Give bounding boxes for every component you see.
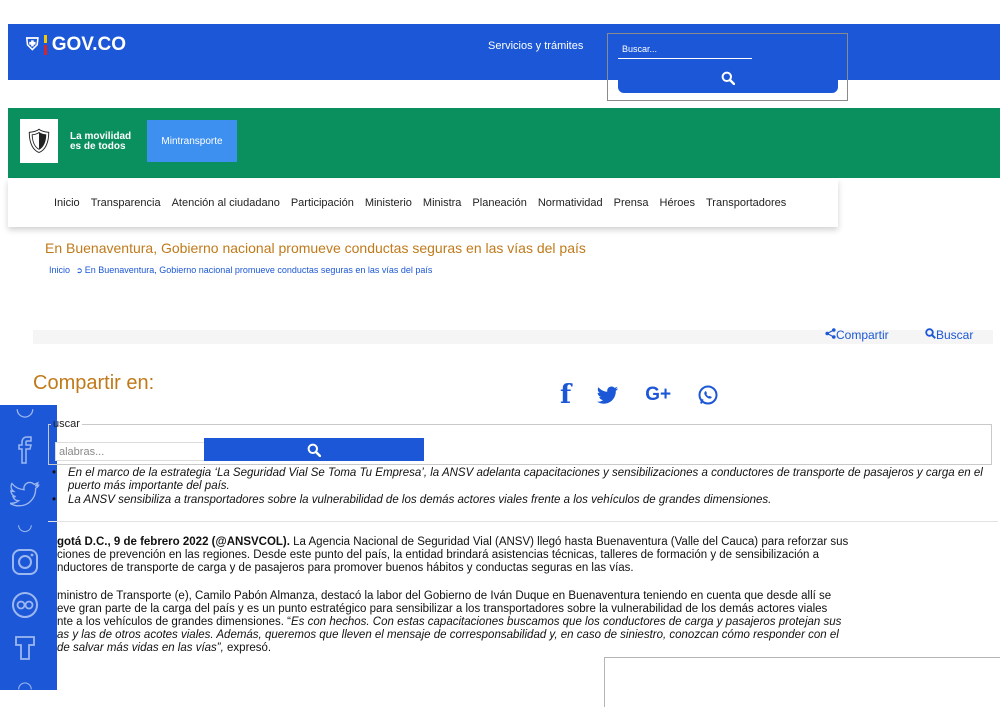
colombia-shield-icon: ⛨ (26, 35, 39, 54)
nav-item-ministra[interactable]: Ministra (422, 197, 462, 209)
quote-text: Es con hechos. Con estas capacitaciones buscamos que los conductores de carga y pasajeros protejan sus (290, 616, 842, 628)
paragraph-text: expresó. (223, 642, 272, 654)
slogan-line-2: es de todos (70, 141, 126, 152)
share-icon (825, 328, 836, 339)
services-link[interactable]: Servicios y trámites (488, 40, 584, 52)
search-form-input[interactable] (55, 442, 205, 461)
paragraph-text: nductores de transporte de carga y de pasajeros para promover buenos hábitos y conductas seguras en las vías. (57, 562, 634, 574)
google-plus-icon[interactable]: G+ (645, 384, 672, 405)
nav-item-participacion[interactable]: Participación (290, 197, 354, 209)
list-item (52, 467, 997, 493)
share-label: Compartir (836, 328, 889, 342)
mintransporte-logo[interactable]: Mintransporte (147, 120, 237, 162)
article-paragraph-2 (57, 590, 987, 655)
breadcrumb (49, 265, 432, 275)
search-form (48, 418, 992, 465)
summary-list (52, 467, 997, 508)
flickr-icon[interactable] (10, 590, 40, 620)
article-paragraph-1 (57, 536, 987, 575)
facebook-icon[interactable]: f (560, 380, 572, 410)
header-search-button[interactable] (618, 63, 838, 93)
youtube-icon[interactable] (10, 633, 40, 663)
gov-logo-text: GOV.CO (51, 34, 127, 55)
nav-item-heroes[interactable]: Héroes (659, 197, 695, 209)
brand-bar (8, 108, 1000, 178)
nav-item-atencion[interactable]: Atención al ciudadano (171, 197, 280, 209)
paragraph-text: ciones de prevención en las regiones. Desde este punto del país, la entidad brindará asistencias técnicas, talleres de formación y de sensibilización a (57, 549, 820, 561)
search-form-button[interactable] (204, 438, 424, 461)
nav-item-transparencia[interactable]: Transparencia (90, 197, 161, 209)
breadcrumb-current: En Buenaventura, Gobierno nacional promueve conductas seguras en las vías del país (84, 265, 433, 275)
list-item (52, 494, 997, 507)
paragraph-text: La Agencia Nacional de Seguridad Vial (ANSV) llegó hasta Buenaventura (Valle del Cauca) para reforzar sus (289, 536, 849, 548)
partial-icon: ◡ (15, 395, 35, 420)
paragraph-text: ministro de Transporte (e), Camilo Pabón Almanza, destacó la labor del Gobierno de Iván Duque en Buenaventura teniendo en cuenta que desde allí se (57, 590, 832, 602)
search-icon (925, 328, 936, 339)
embedded-widget (604, 657, 1000, 707)
list-item-text: En el marco de la estrategia ‘La Seguridad Vial Se Toma Tu Empresa’, la ANSV adelanta capacitaciones y sensibilizaciones a conductores de transporte de pasajeros y carga en el puerto más importante del país. (68, 467, 983, 492)
nav-item-prensa[interactable]: Prensa (613, 197, 649, 209)
facebook-icon[interactable] (10, 435, 40, 465)
main-nav (8, 179, 838, 227)
paragraph-text: nte a los vehículos de grandes dimensiones. “ (57, 616, 291, 628)
search-form-legend: uscar (53, 418, 80, 430)
nav-item-transportadores[interactable]: Transportadores (706, 197, 787, 209)
share-icons (560, 380, 745, 410)
flag-bar (44, 35, 47, 55)
share-button[interactable] (825, 328, 889, 342)
quote-text: as y las de otros acotes viales. Además, queremos que lleven el mensaje de corresponsabilidad y, en caso de siniestro, conozcan cómo responder con el (57, 629, 839, 641)
search-label: Buscar (936, 328, 974, 342)
page-title: En Buenaventura, Gobierno nacional promueve conductas seguras en las vías del país (45, 240, 586, 256)
list-item-text: La ANSV sensibiliza a transportadores sobre la vulnerabilidad de los demás actores viales frente a los vehículos de grandes dimensiones. (68, 494, 772, 506)
divider (48, 521, 998, 522)
movilidad-slogan (70, 132, 131, 152)
dateline: gotá D.C., 9 de febrero 2022 (@ANSVCOL). (57, 536, 290, 548)
whatsapp-icon[interactable] (697, 384, 719, 406)
breadcrumb-home[interactable]: Inicio (49, 265, 71, 275)
instagram-icon[interactable] (10, 547, 40, 577)
bullet-icon: • (52, 467, 57, 479)
partial-icon: ◠ (17, 677, 33, 698)
magnifier-icon (307, 443, 321, 457)
nav-item-planeacion[interactable]: Planeación (472, 197, 527, 209)
twitter-icon[interactable] (10, 479, 40, 509)
nav-item-inicio[interactable]: Inicio (54, 197, 80, 209)
coat-of-arms-icon[interactable]: 🛡 (20, 119, 58, 163)
header-search (607, 33, 848, 101)
slogan-line-1: La movilidad (70, 131, 132, 142)
twitter-icon[interactable] (597, 386, 619, 404)
nav-item-ministerio[interactable]: Ministerio (364, 197, 412, 209)
header-search-input[interactable] (618, 40, 752, 59)
share-title: Compartir en: (33, 372, 155, 394)
bullet-icon: • (52, 494, 57, 506)
magnifier-icon (721, 71, 735, 85)
gov-header (8, 24, 1000, 80)
quote-text: de salvar más vidas en las vías”, (57, 642, 224, 654)
nav-item-normatividad[interactable]: Normatividad (537, 197, 603, 209)
gov-logo[interactable] (26, 34, 126, 56)
paragraph-text: eve gran parte de la carga del país y es un punto estratégico para sensibilizar a los transportadores sobre la vulnerabilidad de los demás actores viales (57, 603, 828, 615)
search-button[interactable] (925, 328, 973, 342)
arrow-circle-icon: ➲ (76, 266, 83, 275)
partial-icon: ◡ (17, 513, 33, 534)
